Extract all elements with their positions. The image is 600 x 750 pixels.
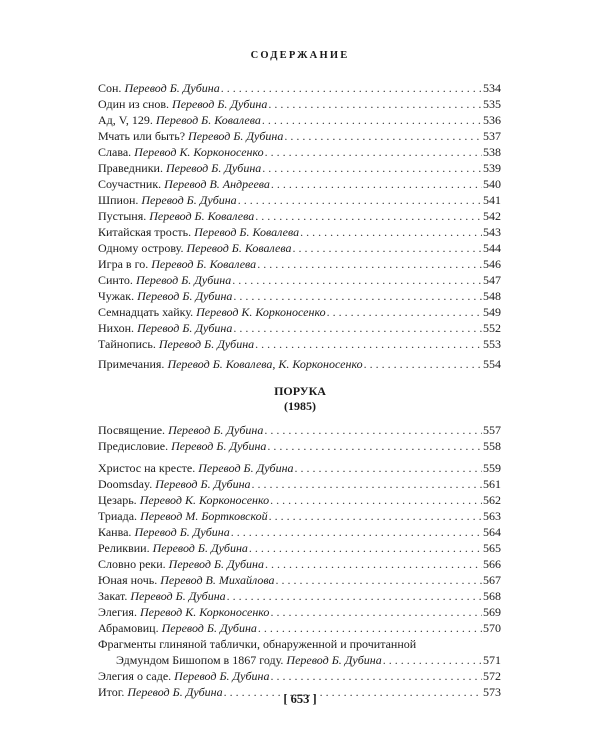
toc-entry [98, 320, 501, 336]
toc-entry-text [98, 320, 232, 336]
toc-entry-text [98, 96, 267, 112]
leader-dots [264, 422, 482, 438]
leader-dots [252, 476, 482, 492]
toc-entry [98, 524, 501, 540]
toc-notes [98, 356, 501, 372]
toc-entry [98, 160, 501, 176]
toc-entry-title: Сон. [98, 81, 122, 95]
leader-dots [292, 240, 482, 256]
toc-entry-title: Шпион. [98, 193, 139, 207]
toc-entry-text [98, 572, 275, 588]
toc-entry [98, 336, 501, 352]
toc-entry-title: Нихон. [98, 321, 135, 335]
leader-dots [258, 620, 482, 636]
leader-dots [268, 96, 482, 112]
toc-entry-text [98, 540, 248, 556]
toc-entry-page: 549 [483, 305, 501, 319]
toc-entry [98, 604, 501, 620]
toc-entry [98, 422, 501, 438]
toc-entry [98, 144, 501, 160]
toc-entry-page: 539 [483, 161, 501, 175]
toc-list-part2-intro [98, 422, 501, 454]
toc-entry-page: 557 [483, 423, 501, 437]
toc-entry [98, 556, 501, 572]
toc-entry-translator: Перевод Б. Дубина [124, 81, 220, 95]
leader-dots [383, 652, 482, 668]
toc-entry [98, 176, 501, 192]
toc-entry-page: 571 [483, 653, 501, 667]
leader-dots [231, 524, 482, 540]
toc-entry-title: Ад, V, 129. [98, 113, 153, 127]
toc-entry-page: 566 [483, 557, 501, 571]
toc-entry-text [98, 492, 269, 508]
toc-entry-translator: Перевод К. Корконосенко [139, 605, 270, 619]
leader-dots [267, 438, 482, 454]
toc-entry-text [98, 438, 266, 454]
toc-entry-page: 547 [483, 273, 501, 287]
toc-entry-text [98, 524, 230, 540]
toc-entry-title: Юная ночь. [98, 573, 158, 587]
toc-entry-title: Цезарь. [98, 493, 137, 507]
toc-entry-title: Тайнопись. [98, 337, 156, 351]
toc-entry-translator: Перевод Б. Дубина [134, 525, 230, 539]
toc-entry-translator: Перевод Б. Дубина [165, 161, 262, 175]
toc-entry-text [98, 508, 268, 524]
leader-dots [262, 160, 482, 176]
toc-entry-translator: Перевод Б. Дубина [168, 557, 264, 571]
leader-dots [262, 112, 482, 128]
toc-entry-title: Канва. [98, 525, 132, 539]
toc-entry-text [98, 356, 363, 372]
toc-entry-page: 561 [483, 477, 501, 491]
toc-entry-translator: Перевод Б. Дубина [188, 129, 284, 143]
toc-entry-title: Соучастник. [98, 177, 162, 191]
leader-dots [270, 668, 482, 684]
toc-entry-title: Предисловие. [98, 439, 169, 453]
toc-entry-page: 569 [483, 605, 501, 619]
toc-entry-translator: Перевод В. Андреева [164, 177, 270, 191]
toc-entry-title: Семнадцать хайку. [98, 305, 194, 319]
leader-dots [233, 320, 482, 336]
leader-dots [295, 460, 482, 476]
toc-entry-page: 564 [483, 525, 501, 539]
leader-dots [270, 604, 482, 620]
toc-entry-translator: Перевод Б. Ковалева [149, 209, 255, 223]
toc-entry-title: Христос на кресте. [98, 461, 196, 475]
toc-entry-text [98, 176, 270, 192]
leader-dots [257, 256, 482, 272]
leader-dots [269, 508, 482, 524]
toc-entry-translator: Перевод Б. Дубина [171, 439, 267, 453]
toc-entry-text [98, 144, 264, 160]
toc-entry-translator: Перевод Б. Ковалева, К. Корконосенко [167, 357, 363, 371]
toc-entry-title: Одному острову. [98, 241, 184, 255]
toc-entry-text [98, 422, 263, 438]
toc-entry-page: 568 [483, 589, 501, 603]
toc-entry-text [98, 604, 269, 620]
toc-entry-text [98, 460, 294, 476]
toc-entry-text [98, 336, 254, 352]
toc-entry-text [98, 556, 264, 572]
leader-dots [276, 572, 482, 588]
toc-entry-translator: Перевод Б. Дубина [155, 477, 251, 491]
toc-entry [98, 128, 501, 144]
toc-entry [98, 460, 501, 476]
toc-entry-text [98, 240, 291, 256]
toc-entry [98, 620, 501, 636]
toc-entry-page: 559 [483, 461, 501, 475]
toc-entry-title-line2: Эдмундом Бишопом в 1867 году. [116, 653, 284, 667]
toc-entry-title: Закат. [98, 589, 128, 603]
toc-entry-translator: Перевод Б. Дубина [174, 669, 270, 683]
toc-entry-title: Итог. [98, 685, 125, 699]
toc-entry-text [98, 112, 261, 128]
toc-entry-text [116, 652, 382, 668]
page-number: [ 653 ] [283, 692, 317, 706]
toc-entry-title: Праведники. [98, 161, 163, 175]
toc-entry-page: 563 [483, 509, 501, 523]
toc-entry-page: 553 [483, 337, 501, 351]
leader-dots [221, 80, 482, 96]
toc-entry-translator: Перевод Б. Ковалева [151, 257, 257, 271]
toc-entry-page: 573 [483, 685, 501, 699]
toc-entry-translator: Перевод Б. Дубина [135, 273, 232, 287]
toc-entry-text [98, 288, 232, 304]
section-title: ПОРУКА [274, 384, 326, 398]
leader-dots [265, 556, 482, 572]
toc-entry-translator: Перевод Б. Дубина [152, 541, 248, 555]
toc-entry-page: 540 [483, 177, 501, 191]
toc-entry [98, 438, 501, 454]
toc-entry-translator: Перевод К. Корконосенко [139, 493, 270, 507]
toc-entry-text [98, 128, 283, 144]
toc-entry [98, 96, 501, 112]
toc-list-part1 [98, 80, 501, 352]
toc-entry-title: Мчать или быть? [98, 129, 186, 143]
toc-entry-page: 534 [483, 81, 501, 95]
leader-dots [270, 492, 482, 508]
toc-entry-title-line1: Фрагменты глиняной таблички, обнаруженной и прочитанной [98, 637, 417, 651]
toc-entry-text [98, 476, 251, 492]
toc-entry-text [98, 224, 299, 240]
toc-entry-text [98, 208, 254, 224]
toc-entry [98, 288, 501, 304]
toc-entry-translator: Перевод Б. Дубина [168, 423, 264, 437]
toc-list-part2 [98, 460, 501, 636]
running-head: СОДЕРЖАНИЕ [250, 50, 350, 61]
toc-entry-page: 541 [483, 193, 501, 207]
toc-entry-translator: Перевод К. Корконосенко [134, 145, 264, 159]
toc-entry-page: 548 [483, 289, 501, 303]
toc-entry-text [98, 304, 326, 320]
toc-entry-page: 537 [483, 129, 501, 143]
leader-dots [271, 176, 482, 192]
toc-entry [98, 540, 501, 556]
toc-entry-title: Пустыня. [98, 209, 147, 223]
toc-entry-page: 554 [483, 357, 501, 371]
toc-entry-title: Doomsday. [98, 477, 153, 491]
toc-entry [98, 652, 501, 668]
toc-entry-title: Реликвии. [98, 541, 150, 555]
leader-dots [255, 208, 482, 224]
toc-entry [98, 356, 501, 372]
toc-entry-page: 538 [483, 145, 501, 159]
toc-entry-page: 552 [483, 321, 501, 335]
toc-entry-text [98, 80, 220, 96]
toc-entry-text [98, 256, 256, 272]
toc-entry-text [98, 620, 257, 636]
toc-entry-translator: Перевод Б. Дубина [172, 97, 268, 111]
toc-entry-page: 570 [483, 621, 501, 635]
toc-entry [98, 304, 501, 320]
toc-entry-translator: Перевод М. Бортковской [140, 509, 268, 523]
toc-entry [98, 588, 501, 604]
toc-entry-title: Китайская трость. [98, 225, 192, 239]
toc-entry [98, 492, 501, 508]
toc-entry-page: 536 [483, 113, 501, 127]
toc-entry-translator: Перевод Б. Дубина [141, 193, 237, 207]
toc-entry-title: Элегия о саде. [98, 669, 172, 683]
toc-entry-text [98, 588, 226, 604]
toc-entry-page: 562 [483, 493, 501, 507]
toc-entry-title: Элегия. [98, 605, 137, 619]
leader-dots [265, 144, 482, 160]
toc-entry-page: 543 [483, 225, 501, 239]
toc-entry-text [98, 192, 237, 208]
toc-entry-translator: Перевод Б. Ковалева [194, 225, 300, 239]
toc-fragments [98, 636, 501, 668]
leader-dots [249, 540, 482, 556]
toc-entry-title: Один из снов. [98, 97, 170, 111]
leader-dots [238, 192, 482, 208]
toc-entry-title: Игра в го. [98, 257, 149, 271]
toc-entry [98, 668, 501, 684]
toc-entry-translator: Перевод Б. Дубина [198, 461, 294, 475]
toc-entry-page: 544 [483, 241, 501, 255]
toc-entry-title: Слава. [98, 145, 132, 159]
leader-dots [227, 588, 482, 604]
toc-entry-title: Абрамовиц. [98, 621, 159, 635]
toc-entry [98, 256, 501, 272]
toc-entry-translator: Перевод Б. Ковалева [186, 241, 292, 255]
toc-entry-page: 572 [483, 669, 501, 683]
toc-entry-text [98, 668, 269, 684]
toc-entry-translator: Перевод Б. Дубина [158, 337, 255, 351]
leader-dots [284, 128, 482, 144]
toc-entry [98, 80, 501, 96]
toc-entry-translator: Перевод Б. Дубина [161, 621, 257, 635]
toc-entry-title: Чужак. [98, 289, 135, 303]
toc-entry-page: 546 [483, 257, 501, 271]
toc-entry [98, 112, 501, 128]
toc-entry-page: 567 [483, 573, 501, 587]
toc-entry-translator: Перевод Б. Дубина [286, 653, 382, 667]
toc-entry-title: Посвящение. [98, 423, 166, 437]
toc-entry-page: 535 [483, 97, 501, 111]
leader-dots [233, 288, 482, 304]
toc-entry [98, 240, 501, 256]
toc-entry [98, 572, 501, 588]
toc-entry-translator: Перевод Б. Дубина [127, 685, 223, 699]
toc-entry-text [98, 160, 261, 176]
toc-entry-translator: Перевод Б. Дубина [137, 321, 233, 335]
toc-entry-translator: Перевод Б. Дубина [130, 589, 226, 603]
leader-dots [232, 272, 482, 288]
section-year: (1985) [284, 399, 316, 413]
toc-entry-translator: Перевод Б. Дубина [137, 289, 233, 303]
toc-entry-translator: Перевод Б. Ковалева [155, 113, 261, 127]
toc-entry [98, 476, 501, 492]
leader-dots [300, 224, 482, 240]
toc-entry-page: 558 [483, 439, 501, 453]
toc-entry-page: 542 [483, 209, 501, 223]
toc-entry-title: Примечания. [98, 357, 165, 371]
toc-entry-translator: Перевод В. Михайлова [160, 573, 275, 587]
leader-dots [327, 304, 482, 320]
toc-entry-text [98, 272, 231, 288]
toc-entry-page: 565 [483, 541, 501, 555]
leader-dots [255, 336, 482, 352]
toc-entry-title: Словно реки. [98, 557, 166, 571]
toc-entry-title: Триада. [98, 509, 138, 523]
toc-entry [98, 192, 501, 208]
toc-entry-translator: Перевод К. Корконосенко [196, 305, 326, 319]
toc-entry [98, 508, 501, 524]
toc-entry [98, 272, 501, 288]
toc-entry-title: Синто. [98, 273, 133, 287]
leader-dots [364, 356, 482, 372]
toc-entry [98, 224, 501, 240]
toc-entry [98, 208, 501, 224]
